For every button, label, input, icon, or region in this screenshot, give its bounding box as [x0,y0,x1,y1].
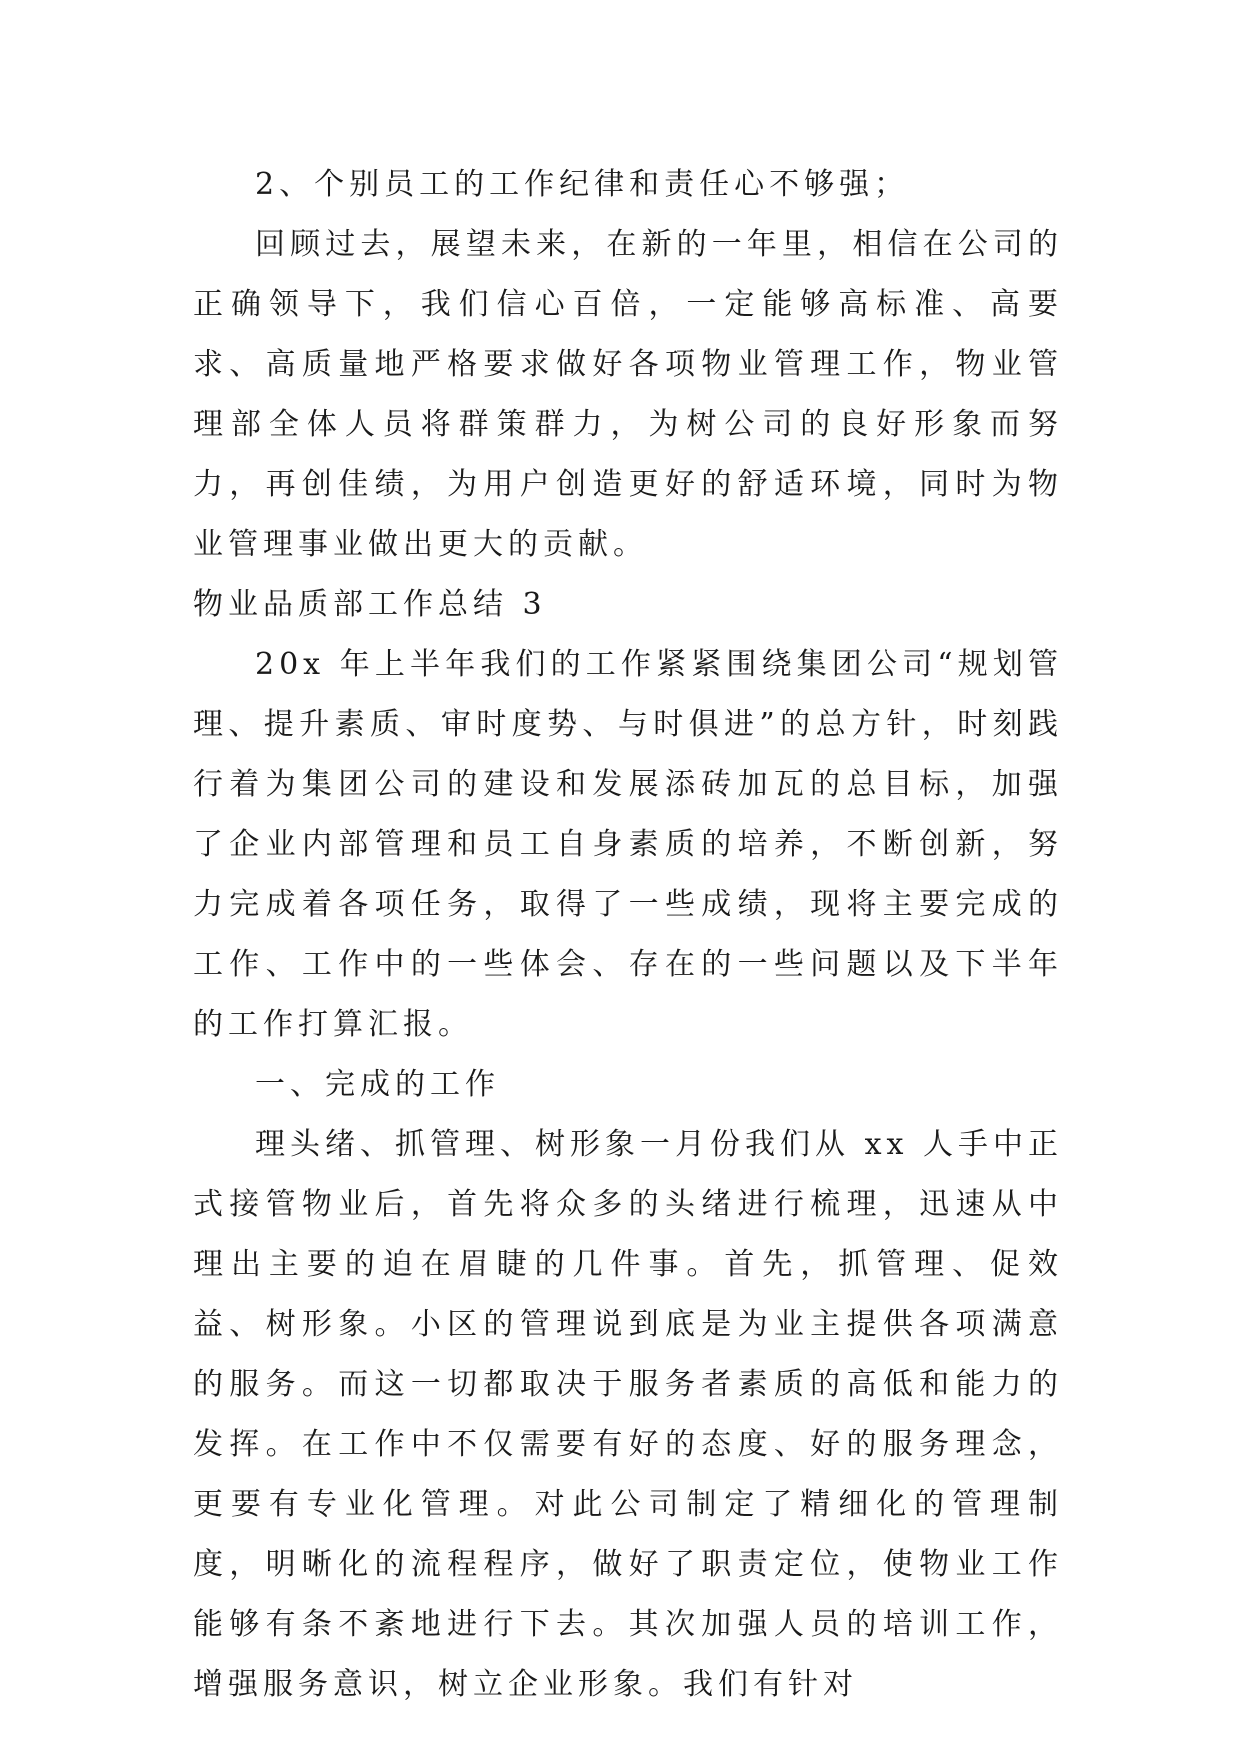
paragraph: 2、个别员工的工作纪律和责任心不够强； [255,167,910,202]
section-heading: 物业品质部工作总结 3 [193,587,547,622]
paragraph: 理头绪、抓管理、树形象一月份我们从 xx 人手中正式接管物业后，首先将众多的头绪进行梳理，迅速从中理出主要的迫在眉睫的几件事。首先，抓管理、促效益、树形象。小区的管理说到底是为业主提供各项满意的服务。而这一切都取决于服务者素质的高低和能力的发挥。在工作中不仅需要有好的态度、好的服务理念，更要有专业化管理。对此公司制定了精细化的管理制度，明晰化的流程程序，做好了职责定位，使物业工作能够有条不紊地进行下去。其次加强人员的培训工作，增强服务意识，树立企业形象。我们有针对 [193,1127,1063,1702]
document-body [193,155,1063,1715]
paragraph: 20x 年上半年我们的工作紧紧围绕集团公司“规划管理、提升素质、审时度势、与时俱进”的总方针，时刻践行着为集团公司的建设和发展添砖加瓦的总目标，加强了企业内部管理和员工自身素质的培养，不断创新，努力完成着各项任务，取得了一些成绩，现将主要完成的工作、工作中的一些体会、存在的一些问题以及下半年的工作打算汇报。 [193,647,1063,1042]
subsection-heading: 一、完成的工作 [255,1067,500,1102]
paragraph: 回顾过去，展望未来，在新的一年里，相信在公司的正确领导下，我们信心百倍，一定能够高标准、高要求、高质量地严格要求做好各项物业管理工作，物业管理部全体人员将群策群力，为树公司的良好形象而努力，再创佳绩，为用户创造更好的舒适环境，同时为物业管理事业做出更大的贡献。 [193,227,1063,562]
